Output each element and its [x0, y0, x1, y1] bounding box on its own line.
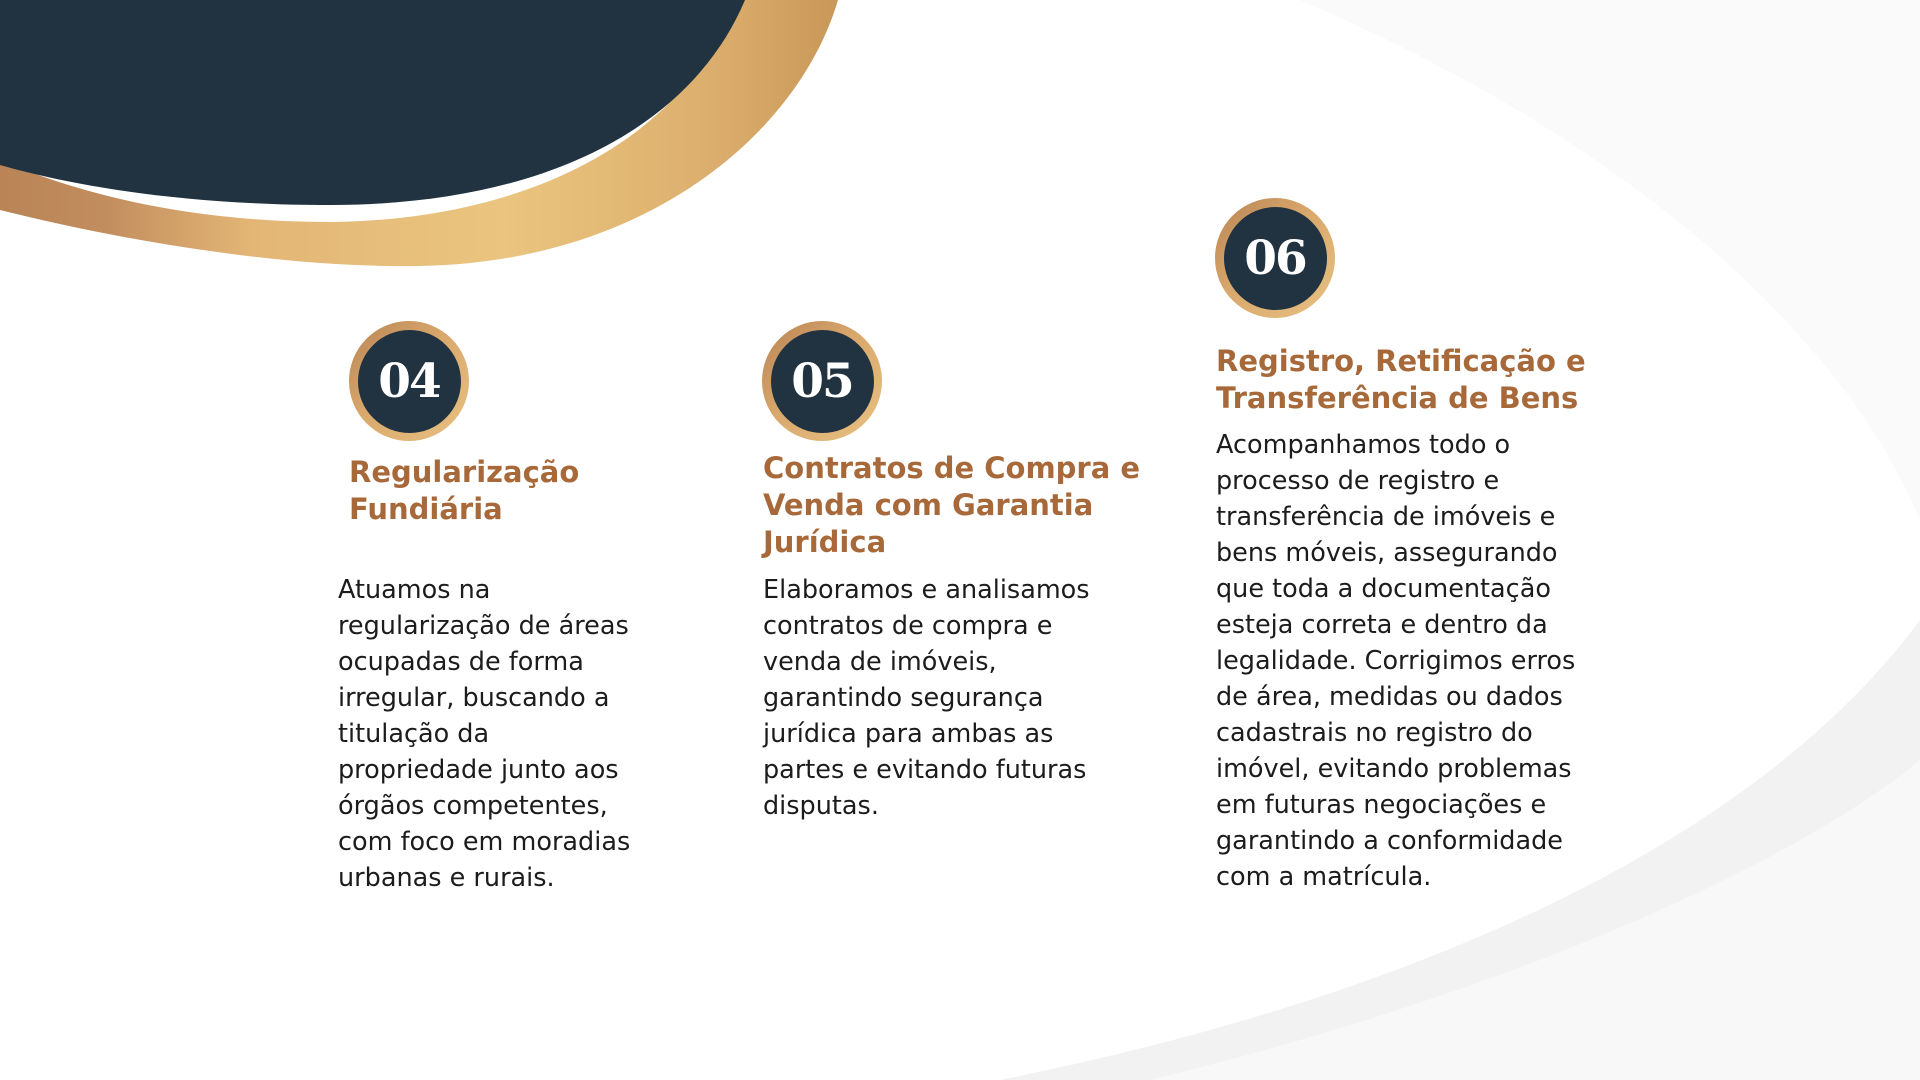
service-title-contratos: Contratos de Compra e Venda com Garantia Jurídica [763, 451, 1141, 559]
service-description-regularizacao: Atuamos na regularização de áreas ocupadas de forma irregular, buscando a titulação da propriedade junto aos órgãos competentes, com foco em moradias urbanas e rurais. [338, 575, 631, 893]
service-description-registro: Acompanhamos todo o processo de registro e transferência de imóveis e bens móveis, assegurando que toda a documentação esteja correta e dentro da legalidade. Corrigimos erros de área, medidas ou dados cadastrais no registro do imóvel, evitando problemas em futuras negociações e garantindo a conformidade com a matrícula. [1216, 430, 1576, 892]
number-badge-05 [762, 321, 882, 441]
badge-number: 04 [358, 330, 461, 433]
service-title-registro: Registro, Retificação e Transferência de Bens [1216, 344, 1586, 415]
number-badge-04 [349, 321, 469, 441]
badge-number: 06 [1224, 207, 1327, 310]
service-description-contratos: Elaboramos e analisamos contratos de compra e venda de imóveis, garantindo segurança jurídica para ambas as partes e evitando futuras disputas. [763, 575, 1090, 821]
service-title-regularizacao: Regularização Fundiária [349, 455, 580, 526]
number-badge-06 [1215, 198, 1335, 318]
badge-number: 05 [771, 330, 874, 433]
